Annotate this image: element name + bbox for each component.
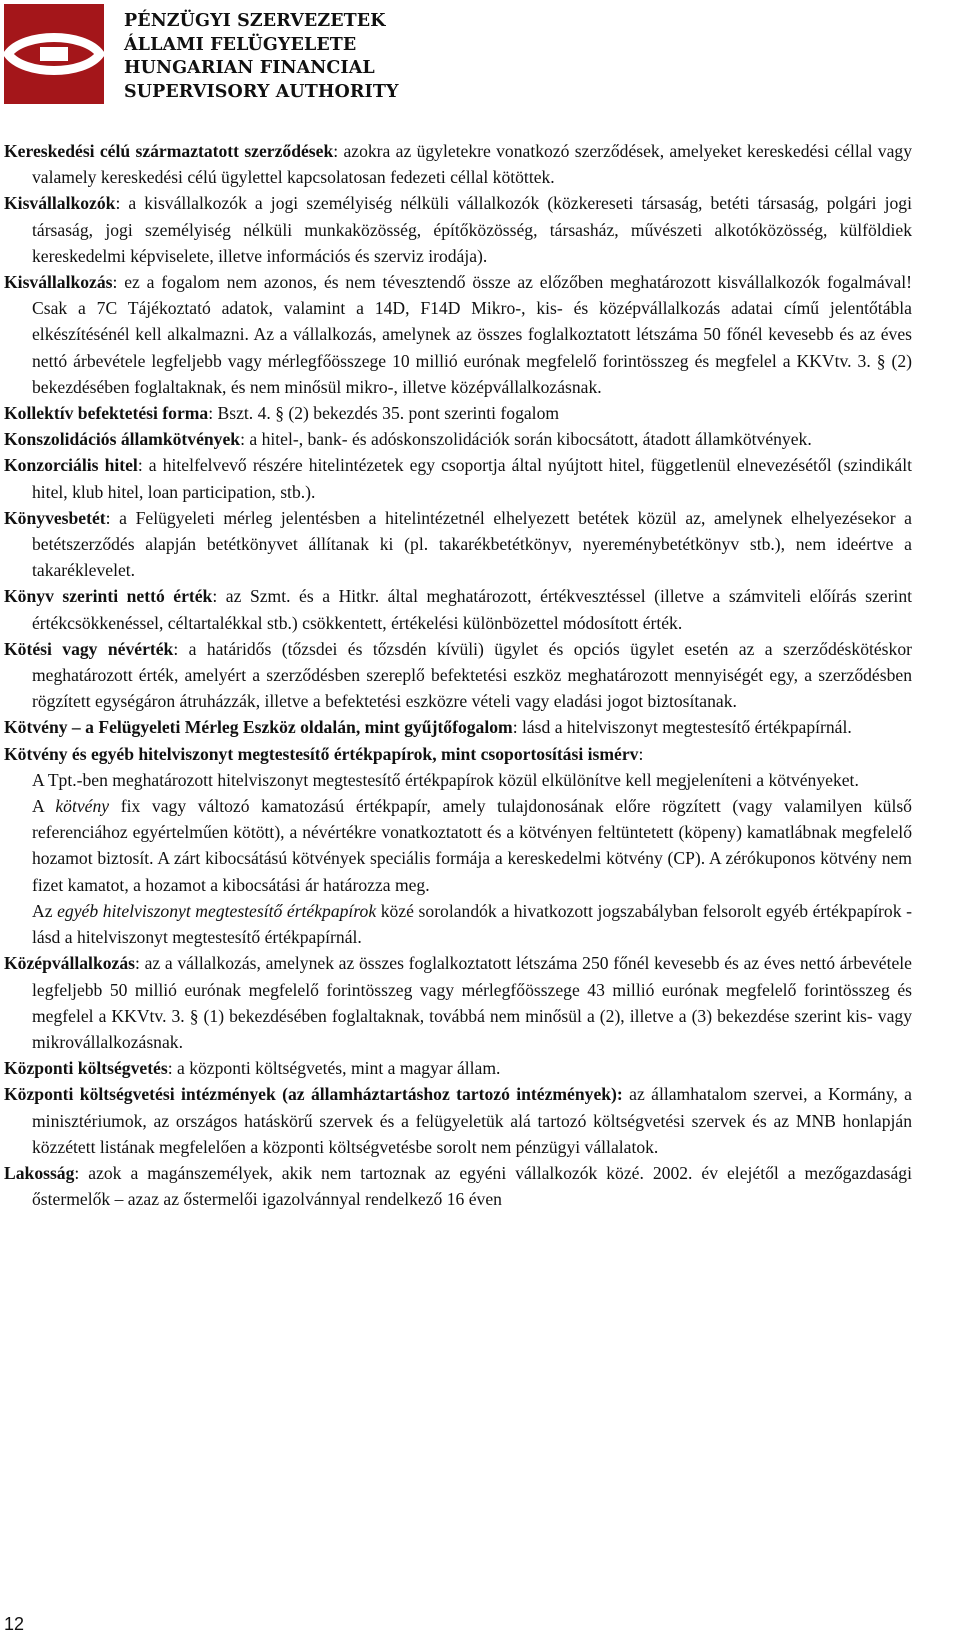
glossary-entry [4,138,912,190]
glossary-entry [4,1055,912,1081]
glossary-definition: : a központi költségvetés, mint a magyar állam. [167,1058,501,1079]
glossary-entry [4,636,912,715]
glossary-term: Kötvény – a Felügyeleti Mérleg Eszköz oldalán, mint gyűjtőfogalom [4,717,513,738]
definition-paragraph [4,767,912,793]
glossary-entry [4,1081,912,1160]
glossary-term: Kötési vagy névérték [4,638,174,659]
paragraph-text: Az [32,900,58,921]
header [4,4,399,108]
glossary-term: Kisvállalkozás [4,272,113,293]
glossary-definition: : a hitel-, bank- és adóskonszolidációk során kibocsátott, átadott államkötvények. [240,429,812,450]
glossary-definition: : az a vállalkozás, amelynek az összes foglalkoztatott létszáma 250 főnél kevesebb és az éves nettó árbevétele legfeljebb 50 millió eurónak megfelelő forintösszeg vagy mérlegfőösszege 43 millió eurónak megfelelő forintösszeg és megfelel a KKVtv. 3. § (1) bekezdésében foglaltaknak, továbbá nem minősül a (2), illetve a (3) bekezdése szerint kis- vagy mikrovállalkozásnak. [32,953,912,1052]
paragraph-text: fix vagy változó kamatozású értékpapír, amely tulajdonosának előre rögzített (vagy valamilyen külső referenciához egyértelműen kötött), a névértékre vonatkoztatott és a kötvényen feltüntetett (köpeny) kamatlábnak megfelelő hozamot biztosít. A zárt kibocsátású kötvények speciális formája a kereskedelmi kötvény (CP). A zérókuponos kötvény nem fizet kamatot, a hozamot a kibocsátási ár határozza meg. [32,796,912,895]
glossary-entry [4,583,912,635]
org-line: HUNGARIAN FINANCIAL [124,58,375,78]
glossary-term: Kisvállalkozók [4,193,116,214]
glossary-term: Lakosság [4,1162,75,1183]
glossary-entry [4,269,912,400]
glossary-definition: : azok a magánszemélyek, akik nem tartoznak az egyéni vállalkozók közé. 2002. év elejétől a mezőgazdasági őstermelők – azaz az őstermelői igazolvánnyal rendelkező 16 éven [32,1162,912,1210]
glossary-definition: az államhatalom szervei, a Kormány, a minisztériumok, az országos hatáskörű szervek és a felügyeletük alá tartozó költségvetési szervek és az MNB honlapján közzétett listának megfelelően a központi költségvetésbe sorolt nem pénzügyi vállalatok. [32,1084,912,1157]
glossary-term: Központi költségvetési intézmények (az államháztartáshoz tartozó intézmények): [4,1084,623,1105]
glossary-definition: : [638,743,644,764]
glossary-entry [4,1160,912,1212]
glossary-term: Központi költségvetés [4,1058,168,1079]
glossary-definition: : Bszt. 4. § (2) bekezdés 35. pont szerinti fogalom [208,403,560,424]
paragraph-text: A Tpt.-ben meghatározott hitelviszonyt megtestesítő értékpapírok közül elkülönítve kell megjeleníteni a kötvényeket. [32,769,859,790]
paragraph-text: közé sorolandók a hivatkozott jogszabályban felsorolt egyéb értékpapírok - lásd a hitelviszonyt megtestesítő értékpapírnál. [32,900,912,948]
glossary-definition: : lásd a hitelviszonyt megtestesítő értékpapírnál. [512,717,852,738]
glossary-term: Kollektív befektetési forma [4,403,209,424]
org-line: ÁLLAMI FELÜGYELETE [124,34,357,55]
glossary-definition: : az Szmt. és a Hitkr. által meghatározott, értékvesztéssel (illetve a számviteli előírás szerint értékcsökkenéssel, céltartalékkal stb.) csökkentett, értékelési különbözettel módosított érték. [32,586,913,633]
glossary-entry [4,505,912,584]
glossary-definition: : a határidős (tőzsdei és tőzsdén kívüli) ügylet és opciós ügylet esetén az a szerződéskötéskor meghatározott érték, amelyért a szerződésben szereplő befektetési eszköz meghatározott mennyiségét egy, a szerződésben rögzített egységáron átruházzák, illetve a befektetési eszközre vételi vagy eladási jogot biztosítanak. [32,638,912,712]
definition-paragraph [4,898,912,950]
glossary-entry [4,741,912,767]
org-line: SUPERVISORY AUTHORITY [124,81,399,102]
glossary-entry [4,714,912,740]
glossary-definition: : a hitelfelvevő részére hitelintézetek egy csoportja által nyújtott hitel, függetlenül elnevezésétől (szindikált hitel, klub hitel, loan participation, stb.). [32,455,912,502]
psze-logo-icon [4,4,104,104]
organization-name [124,10,399,104]
glossary-definition: : a Felügyeleti mérleg jelentésben a hitelintézetnél elhelyezett betétek közül az, amelynek elhelyezésekor a betétszerződés alapján betétkönyvet állítanak ki (pl. takarékbetétkönyv, nyereménybetétkönyv stb.), nem ideértve a takaréklevelet. [32,507,912,581]
glossary-term: Könyv szerinti nettó érték [4,586,213,607]
glossary-term: Kötvény és egyéb hitelviszonyt megtestesítő értékpapírok, mint csoportosítási ismérv [4,743,639,764]
italic-term: egyéb hitelviszonyt megtestesítő értékpapírok [57,900,377,921]
glossary-definition: : ez a fogalom nem azonos, és nem tévesztendő össze az előzőben meghatározott kisvállalkozók fogalmával! Csak a 7C Tájékoztató adatok, valamint a 14D, F14D Mikro-, kis- és középvállalkozás adatai című jelentőtábla elkészítésénél kell alkalmazni. Az a vállalkozás, amelynek az összes foglalkoztatott létszáma 50 főnél kevesebb és az éves nettó árbevétele legfeljebb vagy mérlegfőösszege 10 millió eurónak megfelelő forintösszeg és megfelel a KKVtv. 3. § (2) bekezdésében foglaltaknak, és nem minősül mikro-, illetve középvállalkozásnak. [32,272,912,397]
glossary-entry [4,426,912,452]
glossary-entry [4,950,912,1055]
italic-term: kötvény [55,796,110,817]
glossary-term: Középvállalkozás [4,953,135,974]
org-line: PÉNZÜGYI SZERVEZETEK [124,11,386,31]
glossary-term: Könyvesbetét [4,507,106,528]
glossary-entry [4,452,912,504]
glossary-term: Konzorciális hitel [4,455,138,476]
glossary-term: Kereskedési célú származtatott szerződések [4,141,334,161]
page-number: 12 [4,1614,25,1634]
glossary-definition: : azokra az ügyletekre vonatkozó szerződések, amelyeket kereskedési céllal vagy valamely kereskedési célú ügylettel kapcsolatosan fedezeti céllal kötöttek. [32,141,912,188]
definition-paragraph [4,793,912,898]
glossary-content [4,138,912,1212]
glossary-term: Konszolidációs államkötvények [4,429,241,450]
paragraph-text: A [32,796,56,817]
glossary-entry [4,190,912,269]
glossary-entry [4,400,912,426]
glossary-definition: : a kisvállalkozók a jogi személyiség nélküli vállalkozók (közkereseti társaság, betéti társaság, polgári jogi társaság, jogi személyiség nélküli munkaközösség, építőközösség, társasház, művészeti alkotóközösség, külföldiek kereskedelmi képviselete, illetve információs és szerviz irodája). [32,193,912,266]
